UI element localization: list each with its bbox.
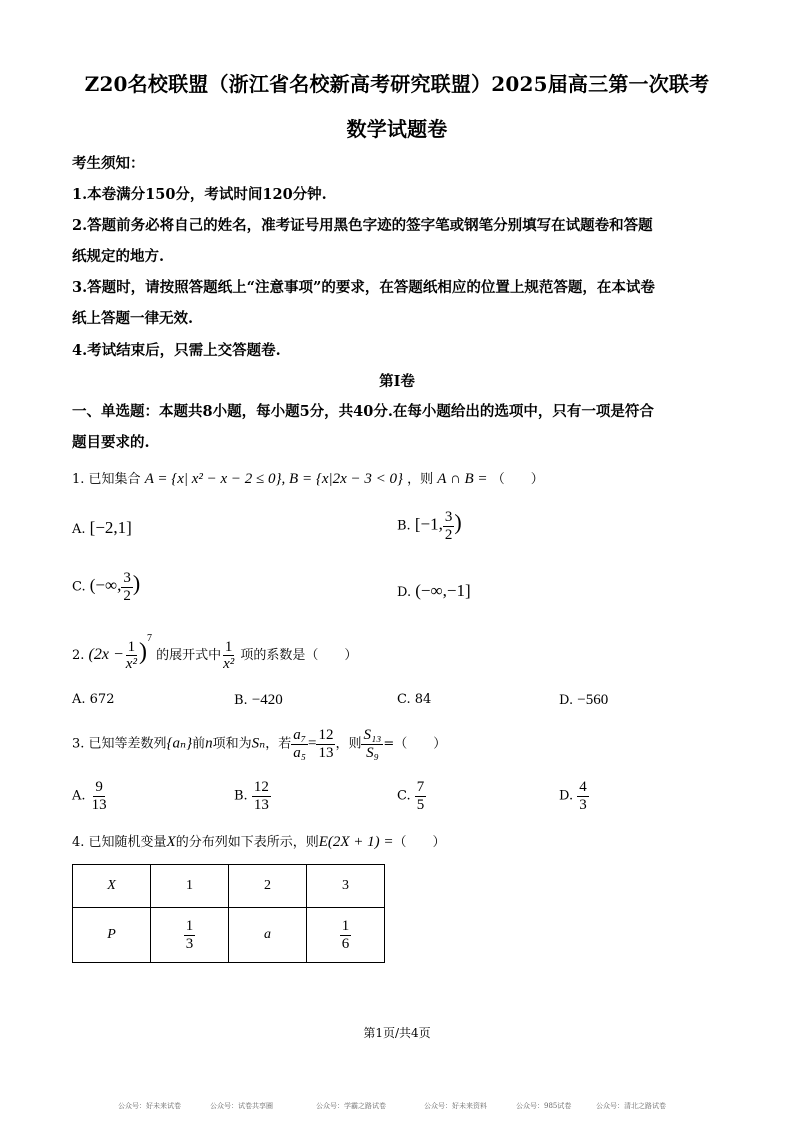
q1-blank: （ ）	[491, 472, 544, 487]
q2-option-d	[559, 692, 608, 709]
question-4-stem	[72, 831, 446, 851]
table-cell: 3	[307, 865, 385, 908]
q1-option-b-pre: [−1,	[414, 514, 443, 534]
q3-option-d-frac	[577, 779, 589, 813]
table-header-x: X	[73, 865, 151, 908]
q3-option-b	[234, 779, 271, 813]
q4-expr: E(2X + 1) =	[318, 834, 394, 850]
q3-option-d-den: 3	[579, 796, 587, 813]
q3-option-a-num: 9	[95, 779, 103, 795]
q3-mid2: 项和为	[212, 736, 252, 752]
q1-option-b	[397, 509, 462, 543]
footer-ad: 公众号：985试卷	[516, 1102, 572, 1110]
p1-den: 3	[185, 935, 194, 952]
q3-ask	[361, 727, 383, 761]
q3-option-c-label: C.	[397, 788, 411, 804]
q3-seq: {aₙ}	[166, 735, 193, 752]
q1-suffix: ，则	[407, 472, 434, 487]
notice-item-1: 1.本卷满分150分，考试时间120分钟.	[72, 186, 327, 203]
q1-option-c-num: 3	[123, 570, 131, 586]
q3-eq: =	[307, 735, 317, 752]
q2-option-b	[234, 692, 283, 709]
q3-val	[316, 727, 335, 761]
notice-item-2: 2.答题前务必将自己的姓名，准考证号用黑色字迹的签字笔或钢笔分别填写在试题卷和答题	[72, 217, 653, 234]
q2-option-b-label: B.	[234, 693, 248, 708]
q3-ask-den: S₉	[366, 744, 379, 761]
q1-option-b-den: 2	[444, 526, 453, 543]
q3-ratio-den: a₅	[293, 744, 306, 761]
q3-option-d	[559, 779, 589, 813]
q3-option-a-label: A.	[72, 788, 86, 804]
footer-ad: 公众号：试卷共享圈	[210, 1102, 273, 1110]
question-1-stem	[72, 468, 544, 488]
table-cell: 2	[229, 865, 307, 908]
table-cell: a	[229, 908, 307, 963]
q2-frac	[124, 639, 139, 673]
q3-option-a-den: 13	[91, 796, 107, 813]
table-row	[73, 865, 385, 908]
q3-prefix: 3. 已知等差数列	[72, 736, 167, 752]
section-instructions-1: 一、单选题：本题共8小题，每小题5分，共40分.在每小题给出的选项中，只有一项是符合	[72, 403, 654, 420]
q3-mid4: ，则	[335, 736, 362, 752]
q3-mid1: 前	[192, 736, 206, 752]
volume-heading: 第Ⅰ卷	[379, 373, 415, 390]
question-3-stem	[72, 727, 446, 761]
table-cell	[151, 908, 229, 963]
exam-title-line2: 数学试题卷	[346, 117, 448, 141]
q1-option-c-den: 2	[123, 587, 131, 604]
q1-option-c-label: C.	[72, 579, 86, 595]
p1-frac	[184, 918, 196, 952]
q2-option-a: A. 672	[72, 692, 115, 707]
q3-n: n	[205, 735, 213, 752]
q1-option-c-pre: (−∞,	[89, 575, 122, 595]
footer-ad: 公众号：好未来试卷	[118, 1102, 181, 1110]
q3-ask-num: S₁₃	[363, 727, 382, 743]
q3-ratio-num: a₇	[293, 727, 306, 743]
q2-frac-den: x²	[125, 656, 137, 672]
q4-blank: （ ）	[393, 835, 446, 850]
table-header-p: P	[73, 908, 151, 963]
q3-ratio	[291, 727, 308, 761]
q3-suffix: =（ ）	[383, 736, 447, 752]
p3-den: 6	[341, 935, 350, 952]
notice-item-4: 4.考试结束后，只需上交答题卷.	[72, 342, 281, 359]
p3-num: 1	[341, 918, 350, 934]
notice-item-2-cont: 纸规定的地方.	[72, 248, 165, 265]
notice-item-3: 3.答题时，请按照答题纸上“注意事项”的要求，在答题纸相应的位置上规范答题，在本试卷	[72, 279, 655, 296]
q1-option-c	[72, 570, 140, 604]
q2-term-den: x²	[223, 656, 235, 672]
q3-val-num: 12	[318, 727, 334, 743]
footer-ad: 公众号：清北之路试卷	[596, 1102, 666, 1110]
q2-option-c: C. 84	[397, 692, 432, 707]
question-2-stem	[72, 633, 357, 673]
p3-frac	[340, 918, 352, 952]
q1-option-b-label: B.	[397, 518, 411, 534]
page-number: 第1页/共4页	[363, 1026, 431, 1040]
q3-option-a-frac	[90, 779, 109, 813]
q1-option-a	[72, 518, 132, 538]
q1-option-d-value: (−∞,−1]	[415, 581, 471, 600]
q3-option-d-label: D.	[559, 788, 574, 804]
q2-option-b-value: −420	[251, 692, 283, 708]
notice-item-3-cont: 纸上答题一律无效.	[72, 310, 194, 327]
q3-option-c-num: 7	[416, 779, 425, 795]
notice-heading: 考生须知：	[72, 155, 145, 172]
q2-paren-open: (2x −	[88, 646, 124, 663]
footer-ad: 公众号：学霸之路试卷	[316, 1102, 386, 1110]
q2-option-d-label: D.	[559, 693, 574, 708]
exam-title-line1: Z20名校联盟（浙江省名校新高考研究联盟）2025届高三第一次联考	[84, 72, 710, 96]
q2-number: 2.	[72, 648, 85, 663]
footer-ad: 公众号：好未来资料	[424, 1102, 487, 1110]
q1-option-d	[397, 581, 471, 601]
q3-option-b-frac	[252, 779, 271, 813]
table-row	[73, 908, 385, 963]
q1-option-a-label: A.	[72, 522, 86, 537]
q3-option-b-label: B.	[234, 788, 248, 804]
section-instructions-2: 题目要求的.	[72, 434, 150, 451]
q1-set-a: A = {x| x² − x − 2 ≤ 0}	[144, 471, 282, 487]
q2-power: 7	[146, 633, 152, 644]
q3-option-c	[397, 779, 426, 813]
q1-expr: A ∩ B =	[437, 471, 488, 487]
q1-set-b: , B = {x|2x − 3 < 0}	[281, 471, 403, 487]
q2-paren-close: )	[138, 639, 147, 665]
q2-mid: 的展开式中	[156, 648, 222, 663]
q1-option-c-post: )	[132, 570, 141, 596]
q4-mid: 的分布列如下表所示，则	[175, 835, 319, 850]
q1-option-b-num: 3	[444, 509, 453, 525]
q2-option-d-value: −560	[577, 692, 609, 708]
q3-sn: Sₙ	[251, 735, 266, 752]
table-cell: 1	[151, 865, 229, 908]
p1-num: 1	[185, 918, 194, 934]
table-cell	[307, 908, 385, 963]
q1-option-d-label: D.	[397, 585, 412, 600]
q3-option-b-num: 12	[253, 779, 269, 795]
q1-option-a-value: [−2,1]	[89, 518, 132, 537]
q2-term-frac	[221, 639, 236, 673]
q1-option-b-frac	[443, 509, 455, 543]
q3-val-den: 13	[318, 744, 334, 761]
q2-suffix: 项的系数是（ ）	[240, 648, 358, 663]
q3-mid3: ，若	[265, 736, 292, 752]
q4-prefix: 4. 已知随机变量	[72, 835, 167, 850]
q4-var: X	[166, 834, 176, 850]
q3-option-c-den: 5	[416, 796, 425, 813]
q1-option-b-post: )	[454, 509, 462, 535]
q3-option-b-den: 13	[253, 796, 269, 813]
q3-option-c-frac	[415, 779, 427, 813]
q2-frac-num: 1	[127, 638, 136, 655]
q3-option-d-num: 4	[579, 779, 587, 795]
q3-option-a	[72, 779, 109, 813]
q1-option-c-frac	[121, 570, 133, 604]
q2-term-num: 1	[224, 638, 233, 655]
q1-prefix: 1. 已知集合	[72, 472, 141, 487]
distribution-table	[72, 864, 385, 963]
